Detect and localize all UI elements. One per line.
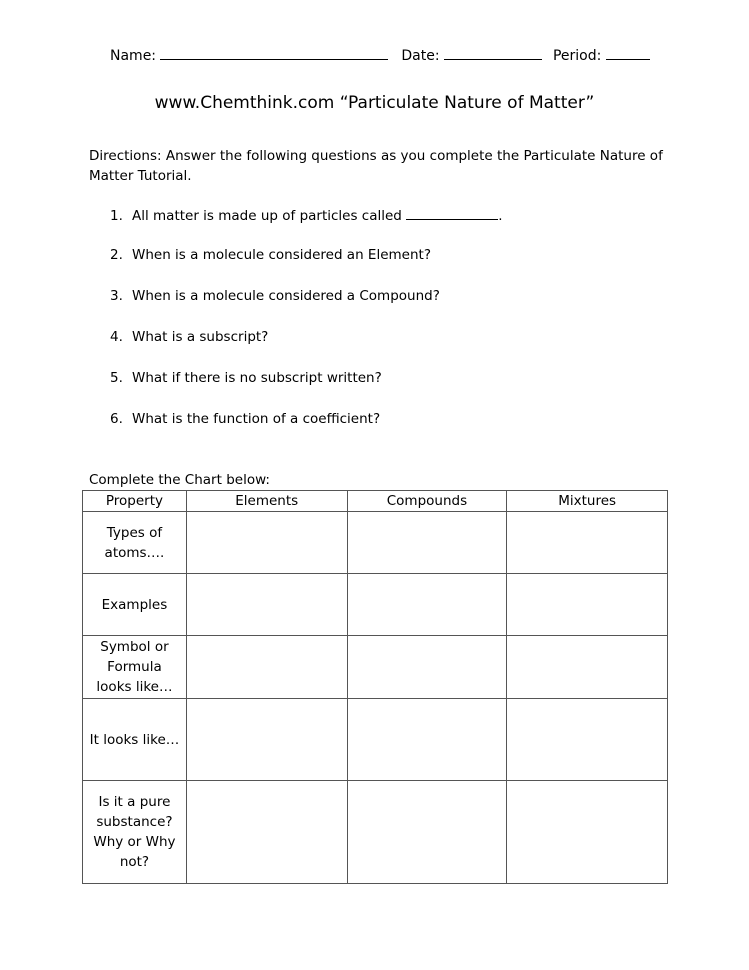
cell-compounds[interactable]	[347, 781, 507, 884]
name-label: Name:	[110, 48, 157, 64]
header-elements: Elements	[186, 491, 347, 512]
cell-mixtures[interactable]	[507, 699, 668, 781]
row-label-types-of-atoms: Types of atoms….	[83, 512, 187, 574]
row-label-it-looks-like: It looks like…	[83, 699, 187, 781]
cell-mixtures[interactable]	[507, 512, 668, 574]
cell-elements[interactable]	[186, 512, 347, 574]
question-3: 3. When is a molecule considered a Compound?	[110, 288, 440, 304]
row-label-examples: Examples	[83, 574, 187, 636]
table-row	[83, 699, 668, 781]
name-field[interactable]	[160, 46, 388, 60]
header-line	[110, 46, 650, 64]
table-row	[83, 512, 668, 574]
answer-blank[interactable]	[406, 206, 498, 220]
row-label-symbol-or-formula: Symbol or Formula looks like…	[83, 636, 187, 699]
period-field[interactable]	[606, 46, 650, 60]
cell-mixtures[interactable]	[507, 574, 668, 636]
header-property: Property	[83, 491, 187, 512]
cell-compounds[interactable]	[347, 512, 507, 574]
table-row	[83, 574, 668, 636]
question-6: 6. What is the function of a coefficient?	[110, 411, 381, 427]
question-4: 4. What is a subscript?	[110, 329, 269, 345]
cell-elements[interactable]	[186, 636, 347, 699]
date-field[interactable]	[444, 46, 542, 60]
table-row	[83, 781, 668, 884]
cell-compounds[interactable]	[347, 574, 507, 636]
date-label: Date:	[401, 48, 440, 64]
question-5: 5. What if there is no subscript written?	[110, 370, 382, 386]
cell-mixtures[interactable]	[507, 781, 668, 884]
page-title: www.Chemthink.com “Particulate Nature of Matter”	[154, 93, 595, 113]
cell-compounds[interactable]	[347, 699, 507, 781]
cell-elements[interactable]	[186, 781, 347, 884]
chart-header-row	[83, 491, 668, 512]
cell-elements[interactable]	[186, 574, 347, 636]
period-label: Period:	[552, 48, 602, 64]
table-row	[83, 636, 668, 699]
row-label-pure-substance: Is it a pure substance? Why or Why not?	[83, 781, 187, 884]
question-1: 1. All matter is made up of particles called .	[110, 208, 503, 224]
question-2: 2. When is a molecule considered an Element?	[110, 247, 431, 263]
directions-text: Directions: Answer the following questions as you complete the Particulate Nature of Matter Tutorial.	[89, 148, 663, 184]
header-mixtures: Mixtures	[507, 491, 668, 512]
header-compounds: Compounds	[347, 491, 507, 512]
cell-mixtures[interactable]	[507, 636, 668, 699]
property-chart	[82, 490, 668, 884]
cell-elements[interactable]	[186, 699, 347, 781]
chart-title: Complete the Chart below:	[89, 472, 270, 488]
cell-compounds[interactable]	[347, 636, 507, 699]
